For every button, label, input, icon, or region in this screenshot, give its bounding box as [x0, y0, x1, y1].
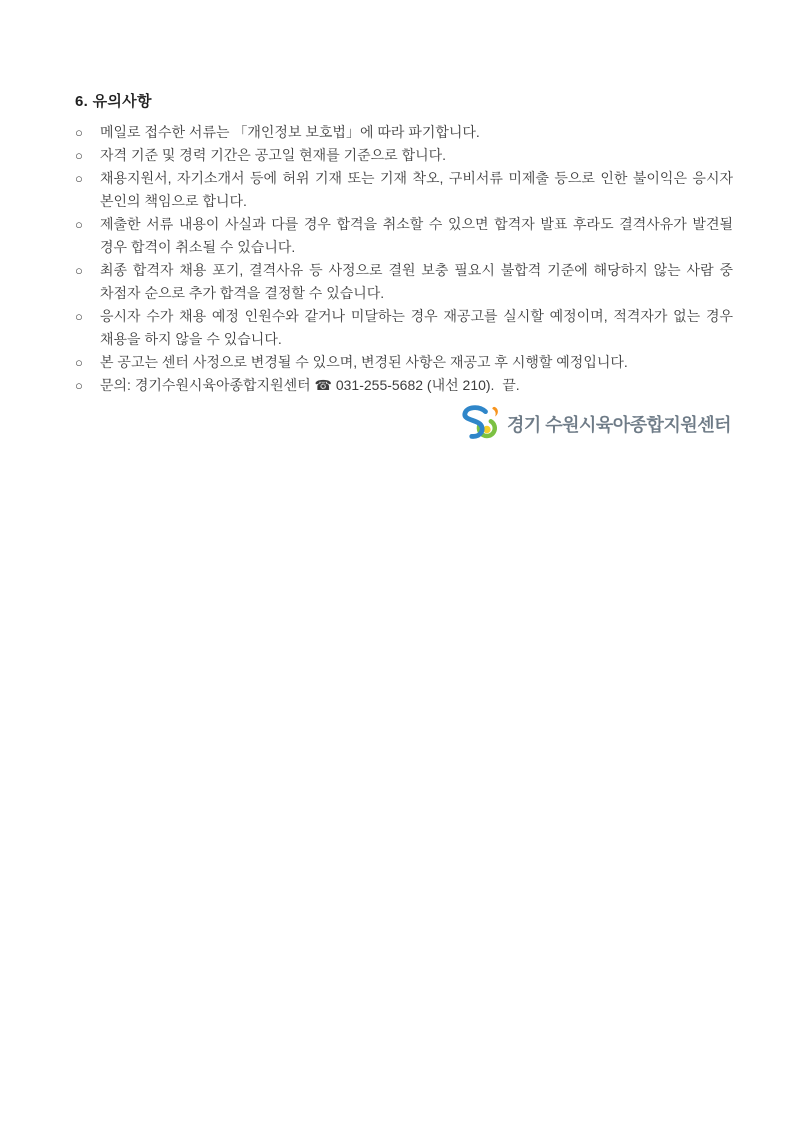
notice-text: 메일로 접수한 서류는 「개인정보 보호법」에 따라 파기합니다. — [100, 124, 480, 140]
circle-bullet-icon: ○ — [75, 217, 83, 232]
circle-bullet-icon: ○ — [75, 148, 83, 163]
notice-text: 자격 기준 및 경력 기간은 공고일 현재를 기준으로 합니다. — [100, 147, 447, 163]
notice-item — [75, 167, 733, 213]
notice-item — [75, 213, 733, 259]
section-heading: 6. 유의사항 — [75, 93, 152, 110]
circle-bullet-icon: ○ — [75, 355, 83, 370]
notice-item — [75, 259, 733, 305]
notice-text: 제출한 서류 내용이 사실과 다를 경우 합격을 취소할 수 있으면 합격자 발표 후라도 결격사유가 발견될 경우 합격이 취소될 수 있습니다. — [100, 216, 733, 255]
org-logo-icon — [458, 404, 502, 444]
contact-line-text: 문의: 경기수원시육아종합지원센터 ☎ 031-255-5682 (내선 210). 끝. — [100, 377, 520, 393]
org-logo — [75, 404, 733, 444]
notice-text: 채용지원서, 자기소개서 등에 허위 기재 또는 기재 착오, 구비서류 미제출 등으로 인한 불이익은 응시자 본인의 책임으로 합니다. — [100, 170, 733, 209]
circle-bullet-icon: ○ — [75, 309, 83, 324]
notice-item — [75, 144, 733, 167]
notice-item — [75, 374, 733, 397]
notice-item — [75, 351, 733, 374]
notice-item — [75, 121, 733, 144]
notice-item — [75, 305, 733, 351]
circle-bullet-icon: ○ — [75, 125, 83, 140]
notice-text: 본 공고는 센터 사정으로 변경될 수 있으며, 변경된 사항은 재공고 후 시행할 예정입니다. — [100, 354, 628, 370]
notice-text: 최종 합격자 채용 포기, 결격사유 등 사정으로 결원 보충 필요시 불합격 기준에 해당하지 않는 사람 중 차점자 순으로 추가 합격을 결정할 수 있습니다. — [100, 262, 733, 301]
org-name: 경기 수원시육아종합지원센터 — [506, 415, 731, 435]
notice-text: 응시자 수가 채용 예정 인원수와 같거나 미달하는 경우 재공고를 실시할 예정이며, 적격자가 없는 경우 채용을 하지 않을 수 있습니다. — [100, 308, 733, 347]
notice-section — [75, 90, 733, 444]
circle-bullet-icon: ○ — [75, 171, 83, 186]
circle-bullet-icon: ○ — [75, 378, 83, 393]
circle-bullet-icon: ○ — [75, 263, 83, 278]
